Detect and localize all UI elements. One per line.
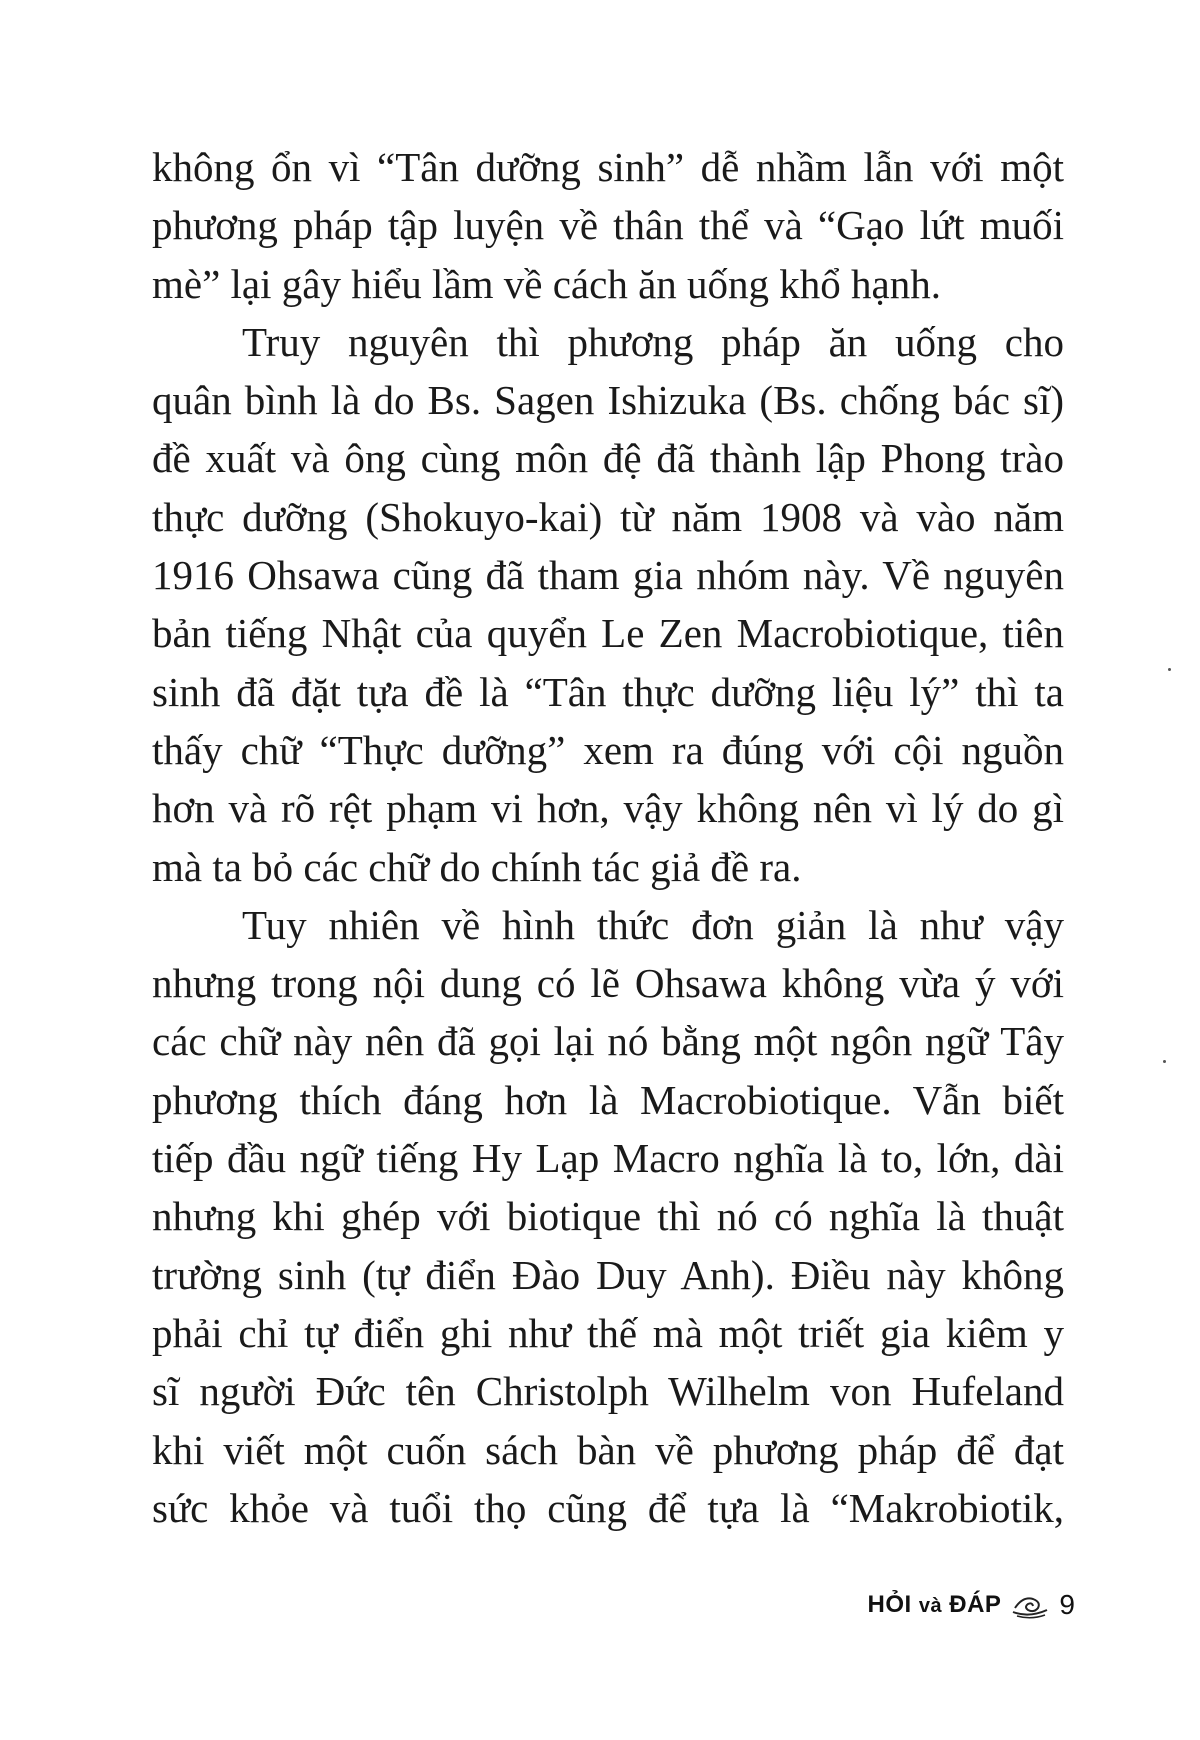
- text-line: nhưng trong nội dung có lẽ Ohsawa không vừa ý với: [152, 960, 1064, 1007]
- text-line: 1916 Ohsawa cũng đã tham gia nhóm này. Về nguyên: [152, 552, 1064, 599]
- print-speck: [1168, 668, 1171, 671]
- running-title-part: ĐÁP: [949, 1591, 1002, 1618]
- text-line: mà ta bỏ các chữ do chính tác giả đề ra.: [152, 843, 802, 890]
- text-line: phải chỉ tự điển ghi như thế mà một triết gia kiêm y: [152, 1309, 1064, 1356]
- text-line: tiếp đầu ngữ tiếng Hy Lạp Macro nghĩa là to, lớn, dài: [152, 1135, 1064, 1182]
- text-line: sinh đã đặt tựa đề là “Tân thực dưỡng liệu lý” thì ta: [152, 668, 1064, 715]
- text-line: bản tiếng Nhật của quyển Le Zen Macrobiotique, tiên: [152, 610, 1064, 657]
- text-line: quân bình là do Bs. Sagen Ishizuka (Bs. chống bác sĩ): [152, 377, 1064, 424]
- running-title-part: HỎI: [867, 1591, 912, 1618]
- running-title-part: và: [918, 1595, 943, 1617]
- text-line: sĩ người Đức tên Christolph Wilhelm von Hufeland: [152, 1368, 1064, 1415]
- text-line: thấy chữ “Thực dưỡng” xem ra đúng với cội nguồn: [152, 726, 1064, 773]
- text-line: Tuy nhiên về hình thức đơn giản là như vậy: [242, 901, 1064, 948]
- page-footer: [867, 1580, 1075, 1630]
- body-text: [152, 138, 1064, 1537]
- running-title: [867, 1591, 1001, 1619]
- text-line: phương pháp tập luyện về thân thể và “Gạo lứt muối: [152, 202, 1064, 249]
- text-line: không ổn vì “Tân dưỡng sinh” dễ nhầm lẫn với một: [152, 144, 1064, 190]
- text-line: khi viết một cuốn sách bàn về phương pháp để đạt: [152, 1426, 1064, 1473]
- text-line: sức khỏe và tuổi thọ cũng để tựa là “Makrobiotik,: [152, 1484, 1064, 1531]
- decorative-swirl-icon: [1011, 1590, 1049, 1620]
- text-line: mè” lại gây hiểu lầm về cách ăn uống khổ hạnh.: [152, 260, 941, 307]
- text-line: thực dưỡng (Shokuyo-kai) từ năm 1908 và vào năm: [152, 493, 1064, 540]
- print-speck: [1163, 1060, 1166, 1063]
- text-line: trường sinh (tự điển Đào Duy Anh). Điều này không: [152, 1251, 1064, 1298]
- text-line: các chữ này nên đã gọi lại nó bằng một ngôn ngữ Tây: [152, 1018, 1064, 1065]
- page-number: 9: [1059, 1589, 1075, 1620]
- text-line: đề xuất và ông cùng môn đệ đã thành lập Phong trào: [152, 435, 1064, 482]
- text-line: Truy nguyên thì phương pháp ăn uống cho: [242, 318, 1064, 365]
- text-line: phương thích đáng hơn là Macrobiotique. Vẫn biết: [152, 1076, 1064, 1123]
- text-line: nhưng khi ghép với biotique thì nó có nghĩa là thuật: [152, 1193, 1064, 1240]
- text-line: hơn và rõ rệt phạm vi hơn, vậy không nên vì lý do gì: [152, 785, 1064, 832]
